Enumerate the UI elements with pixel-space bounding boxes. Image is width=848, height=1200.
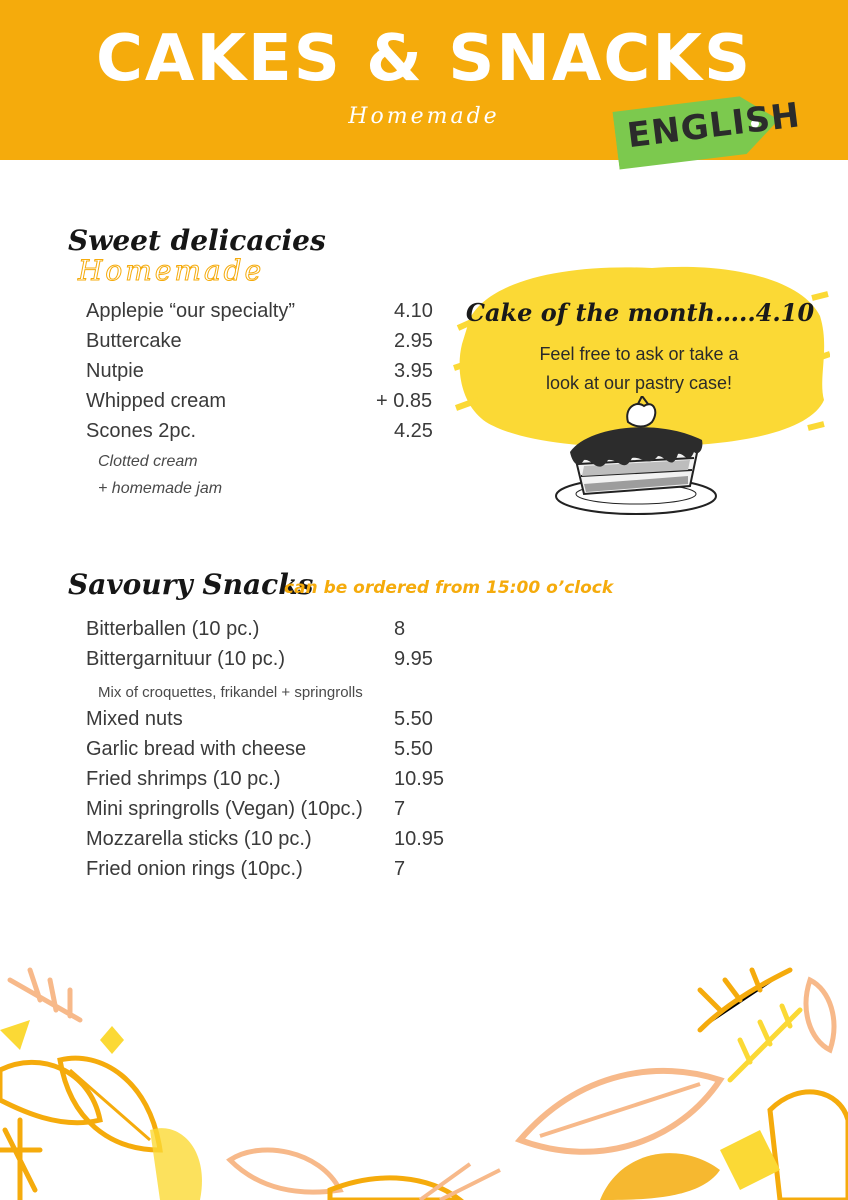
- menu-item-name: Mixed nuts: [86, 708, 183, 730]
- menu-item-name: Buttercake: [86, 330, 182, 352]
- page-subtitle: Homemade: [348, 104, 500, 129]
- menu-item: [86, 768, 486, 796]
- menu-item: [86, 738, 486, 766]
- menu-item-name: Nutpie: [86, 360, 144, 382]
- menu-item: [86, 798, 486, 826]
- page-title: CAKES & SNACKS: [95, 22, 753, 96]
- menu-item: [86, 330, 486, 358]
- menu-item-name: Mini springrolls (Vegan) (10pc.): [86, 798, 363, 820]
- menu-item-price: 8: [394, 618, 406, 640]
- menu-item-price: 4.10: [394, 300, 433, 322]
- menu-item-price: 5.50: [394, 708, 433, 730]
- promo-line: Feel free to ask or take a: [539, 344, 739, 364]
- menu-item-price: + 0.85: [376, 390, 433, 412]
- promo-title: Cake of the month…..4.10: [465, 298, 815, 327]
- menu-item: [86, 828, 486, 856]
- menu-item-price: 9.95: [394, 648, 433, 670]
- menu-item: [86, 648, 486, 676]
- menu-item: [86, 708, 486, 736]
- menu-item-name: Fried onion rings (10pc.): [86, 858, 303, 880]
- menu-item: [86, 618, 486, 646]
- sweet-section-subtitle: Homemade: [78, 254, 265, 287]
- savoury-section-title: Savoury Snacks: [68, 568, 314, 601]
- menu-item-price: 7: [394, 798, 406, 820]
- menu-item-note: Clotted cream: [98, 453, 198, 470]
- menu-item-price: 7: [394, 858, 406, 880]
- menu-item-note: + homemade jam: [98, 480, 223, 497]
- menu-item-name: Scones 2pc.: [86, 420, 197, 442]
- menu-item-name: Fried shrimps (10 pc.): [86, 768, 281, 790]
- menu-item: [86, 858, 486, 886]
- menu-item-price: 4.25: [394, 420, 433, 442]
- leaves-decoration-icon: [0, 950, 848, 1200]
- menu-item-name: Whipped cream: [86, 390, 227, 412]
- menu-item-price: 10.95: [394, 828, 445, 850]
- language-tag-label: ENGLISH: [625, 95, 803, 157]
- menu-item-price: 5.50: [394, 738, 433, 760]
- menu-item-price: 3.95: [394, 360, 433, 382]
- menu-item-note: Mix of croquettes, frikandel + springrolls: [98, 684, 363, 701]
- sweet-section-title: Sweet delicacies: [68, 224, 326, 257]
- menu-item-name: Mozzarella sticks (10 pc.): [86, 828, 312, 850]
- promo-line: look at our pastry case!: [545, 373, 733, 393]
- menu-item-name: Garlic bread with cheese: [86, 738, 307, 760]
- menu-item-price: 10.95: [394, 768, 445, 790]
- menu-item-price: 2.95: [394, 330, 433, 352]
- menu-item: [86, 420, 486, 448]
- savoury-section-note: can be ordered from 15:00 o’clock: [284, 578, 614, 598]
- menu-item: [86, 300, 486, 328]
- menu-item-name: Applepie “our specialty”: [86, 300, 295, 322]
- cake-slice-icon: [548, 396, 722, 530]
- menu-item: [86, 390, 486, 418]
- menu-item-name: Bitterballen (10 pc.): [86, 618, 260, 640]
- menu-item: [86, 360, 486, 388]
- promo-text: [510, 340, 768, 398]
- menu-item-name: Bittergarnituur (10 pc.): [86, 648, 285, 670]
